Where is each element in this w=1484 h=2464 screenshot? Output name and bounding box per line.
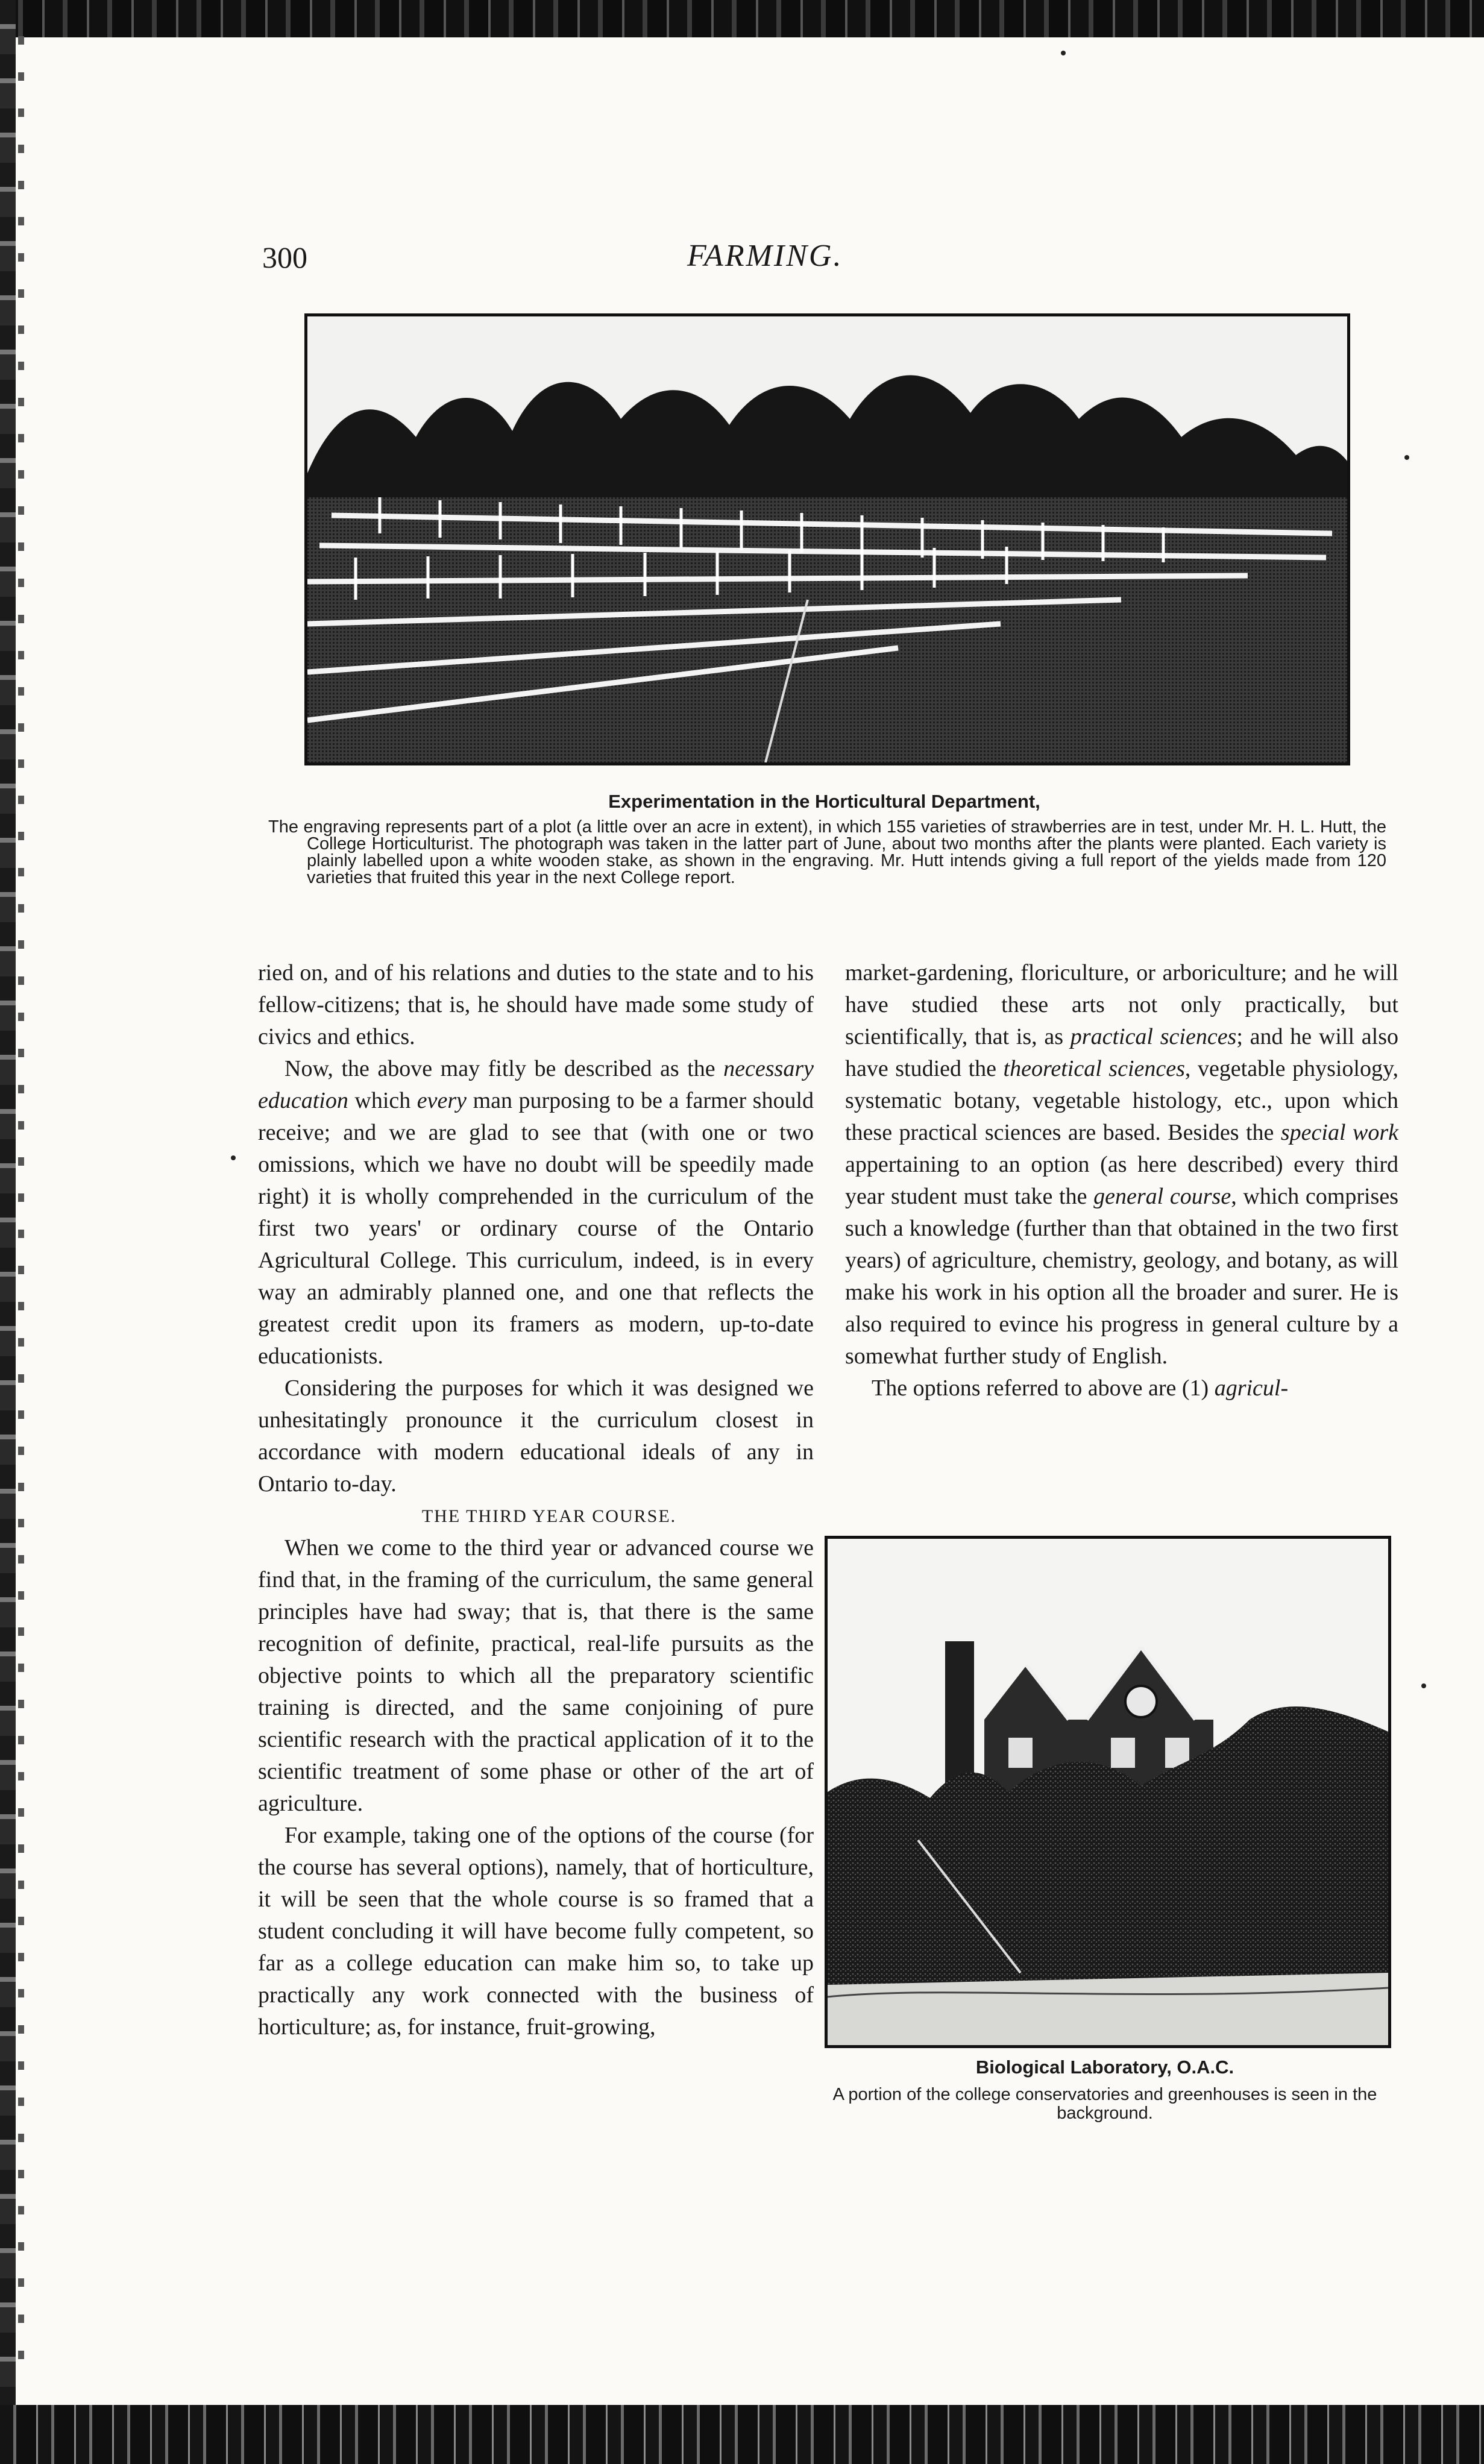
scan-top-edge bbox=[0, 0, 1484, 37]
page-number: 300 bbox=[262, 240, 307, 274]
text-span: The options referred to above are (1) bbox=[872, 1375, 1215, 1401]
text-span: , vegetable physiology, systematic botany, vegetable histology, etc., upon which these practical sciences are based. Besides the bbox=[845, 1056, 1398, 1145]
scan-speck bbox=[1421, 1683, 1426, 1688]
right-figure-title: Biological Laboratory, O.A.C. bbox=[975, 2057, 1234, 2078]
article-right-column bbox=[845, 957, 1398, 1404]
running-title: FARMING. bbox=[687, 239, 843, 273]
paragraph bbox=[845, 1372, 1398, 1404]
scan-speck bbox=[231, 1155, 236, 1160]
text-span: which bbox=[348, 1088, 417, 1113]
paragraph: When we come to the third year or advanced course we find that, in the framing of the curriculum, the same general principles have had sway; that is, that there is the same recognition of definite, practical, real-life pursuits as the objective points to which all the preparatory scientific training is directed, and the same conjoining of pure scientific research with the practical application of it to the scientific treatment of some phase or other of the art of agriculture. bbox=[258, 1535, 814, 1816]
scan-speck bbox=[1061, 51, 1066, 55]
emphasis: agricul- bbox=[1214, 1375, 1289, 1401]
text-span: market-gardening, floriculture, or arboriculture; and he will have studied these arts not only practically, but scientifically, that is, as bbox=[845, 960, 1398, 1049]
scan-bottom-edge bbox=[0, 2405, 1484, 2464]
paragraph: Considering the purposes for which it was designed we unhesitatingly pronounce it the curriculum closest in accordance with modern educational ideals of any in Ontario to-day. bbox=[258, 1375, 814, 1497]
text-span: man purposing to be a farmer should receive; and we are glad to see that (with one or two omissions, which we have no doubt will be speedily made right) it is wholly comprehended in the curriculum of the first two years' or ordinary course of the Ontario Agricultural College. This curriculum, indeed, is in every way an admirably planned one, and one that reflects the greatest credit upon its framers as modern, up-to-date educationists. bbox=[258, 1088, 814, 1369]
biological-laboratory-photo bbox=[825, 1536, 1391, 2048]
text-span: , which comprises such a knowledge (further than that obtained in the two first years) of agriculture, chemistry, geology, and botany, as will make his work in his option all the broader and surer. He is also required to evince his progress in general culture by a somewhat further study of English. bbox=[845, 1184, 1398, 1369]
emphasis: theoretical sciences bbox=[1003, 1056, 1185, 1081]
emphasis: necessary education bbox=[258, 1056, 814, 1113]
emphasis: practical sciences bbox=[1070, 1024, 1237, 1049]
text-span: Now, the above may fitly be described as the bbox=[285, 1056, 724, 1081]
paragraph: ried on, and of his relations and duties to the state and to his fellow-citizens; that is, he should have made some study of civics and ethics. bbox=[258, 960, 814, 1049]
emphasis: every bbox=[417, 1088, 467, 1113]
text-span: appertaining to an option (as here described) every third year student must take the bbox=[845, 1152, 1398, 1209]
scan-left-edge bbox=[0, 0, 16, 2464]
strawberry-plot-photo bbox=[304, 313, 1350, 765]
scan-speck bbox=[1404, 455, 1409, 460]
paragraph bbox=[845, 957, 1398, 1372]
scan-left-binding bbox=[18, 36, 24, 2387]
top-figure-title: Experimentation in the Horticultural Department, bbox=[608, 791, 1040, 812]
paragraph bbox=[258, 1053, 814, 1372]
emphasis: special work bbox=[1280, 1120, 1398, 1145]
article-left-column bbox=[258, 957, 814, 2043]
emphasis: general course bbox=[1093, 1184, 1231, 1209]
strawberry-plot-photo-icon bbox=[307, 316, 1347, 762]
right-figure-caption: A portion of the college conservatories and greenhouses is seen in the background. bbox=[832, 2085, 1377, 2123]
section-heading: THE THIRD YEAR COURSE. bbox=[421, 1506, 677, 1526]
text-span: ; and he will also have studied the bbox=[845, 1024, 1398, 1081]
top-figure-caption-text: The engraving represents part of a plot (a little over an acre in extent), in which 155 varieties of strawberries are in test, under Mr. H. L. Hutt, the College Horticulturist. The photograph was taken in the latter part of June, about two months after the plants were planted. Each variety is plainly labelled upon a white wooden stake, as shown in the engraving. Mr. Hutt intends giving a full report of the yields made from 120 varieties that fruited this year in the next College report. bbox=[268, 817, 1386, 887]
paragraph: For example, taking one of the options of the course (for the course has several options), namely, that of horticulture, it will be seen that the whole course is so framed that a student concluding it will have become fully competent, so far as a college education can make him so, to take up practically any work connected with the business of horticulture; as, for instance, fruit-growing, bbox=[258, 1823, 814, 2040]
biological-laboratory-photo-icon bbox=[828, 1539, 1388, 2045]
top-figure-caption bbox=[268, 819, 1386, 886]
